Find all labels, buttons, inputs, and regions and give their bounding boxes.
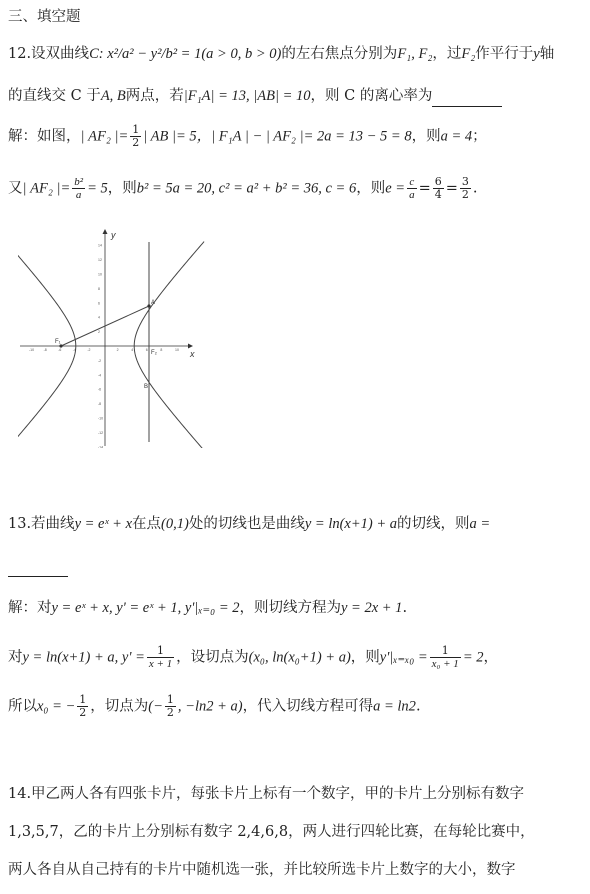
label-a: A xyxy=(151,300,156,306)
hyperbola-graph xyxy=(18,228,208,448)
q12-solution-line1 xyxy=(8,124,487,149)
math-expression: y'|ₓ₌ₓ₀ = xyxy=(379,649,428,666)
fraction-denominator: 4 xyxy=(434,188,442,201)
q13-text: 13.若曲线 xyxy=(8,516,75,532)
q12-y-axis: y xyxy=(533,46,540,62)
q13-text: 的切线，则 xyxy=(397,516,470,532)
math-expression: , −ln2 + a) xyxy=(177,698,243,715)
x-tick-label: -10 xyxy=(29,348,35,352)
text: 又 xyxy=(8,180,23,197)
text: ，则 xyxy=(107,180,137,197)
fraction-numerator: 1 xyxy=(79,693,87,706)
fraction-numerator: 1 xyxy=(430,645,461,658)
x-tick-label: -4 xyxy=(72,348,76,352)
q12-text: 作平行于 xyxy=(475,46,534,62)
text: ，则 xyxy=(350,649,380,666)
y-tick-label: 4 xyxy=(98,315,100,320)
text: . xyxy=(472,180,478,197)
q14-line3: 两人各自从自己持有的卡片中随机选一张，并比较所选卡片上数字的大小，数字 xyxy=(8,862,516,878)
text: ，设切点为 xyxy=(176,649,249,666)
y-tick-label: -10 xyxy=(98,416,104,421)
x-tick-label: -2 xyxy=(87,348,91,352)
math-expression: = 5 xyxy=(87,180,108,197)
fraction-numerator: b² xyxy=(74,176,84,188)
q12-text: 两点，若 xyxy=(125,88,184,104)
section-title: 三、填空题 xyxy=(8,9,81,25)
fraction-denominator: a xyxy=(75,189,82,201)
text: . xyxy=(415,698,421,715)
q12-text: 12.设双曲线 xyxy=(8,46,90,62)
q12-condition: |F₁A| = 13, |AB| = 10 xyxy=(183,88,311,104)
text: ，则切线方程为 xyxy=(239,600,341,616)
y-tick-label: -8 xyxy=(98,402,102,407)
fraction xyxy=(433,176,444,201)
math-expression: a = ln2 xyxy=(373,698,416,715)
fraction-numerator: c xyxy=(407,176,417,189)
y-tick-label: -4 xyxy=(98,373,102,378)
math-expression: e = xyxy=(385,180,406,197)
y-tick-label: 2 xyxy=(98,330,100,335)
x-tick-label: 2 xyxy=(116,348,119,352)
label-b: B xyxy=(144,384,149,390)
math-expression: a = xyxy=(469,516,491,532)
fraction xyxy=(77,694,88,719)
q13-line1 xyxy=(8,514,490,534)
q13-solution-line3 xyxy=(8,694,421,719)
q12-hyperbola-equation: C: x²/a² − y²/b² = 1(a > 0, b > 0) xyxy=(89,46,282,62)
x-tick-label: 10 xyxy=(175,348,179,352)
math-expression: (− xyxy=(148,698,163,715)
hyperbola-right-branch xyxy=(134,242,204,448)
q12-text: 的直线交 C 于 xyxy=(8,88,101,104)
q14-line1: 14.甲乙两人各有四张卡片，每张卡片上标有一个数字，甲的卡片上分别标有数字 xyxy=(8,786,525,802)
math-expression: y = ln(x+1) + a xyxy=(304,516,398,532)
fraction-denominator: x + 1 xyxy=(148,658,173,670)
q13-solution-line2 xyxy=(8,645,498,670)
y-tick-label: 10 xyxy=(98,272,102,277)
text: ，则 xyxy=(411,128,441,145)
fraction xyxy=(460,176,471,201)
y-tick-label: 8 xyxy=(98,286,100,291)
fraction-numerator: 6 xyxy=(434,175,442,188)
math-expression: = 2 xyxy=(462,649,484,666)
fraction xyxy=(165,694,176,719)
y-tick-label: -14 xyxy=(98,445,104,448)
label-f2: F₂ xyxy=(151,350,157,356)
math-expression: (0,1) xyxy=(161,516,189,532)
q12-solution-line2: 又| AF₂ |= $\frac{\text{b²}}{a}$ = 5，则b² = 5a = 20, c² = a² + b² = 36, c = 6，则e = $\frac{c}{a}$ = $\frac{6}{4}$ = $\frac{3}{2}$ . xyxy=(8,175,478,201)
q12-text: 的左右焦点分别为 xyxy=(281,46,398,62)
math-expression: y = 2x + 1 xyxy=(340,600,403,616)
q12-text: ，则 C 的离心率为 xyxy=(310,88,433,104)
math-expression: | AB |= 5， xyxy=(143,128,212,145)
q13-text: 处的切线也是曲线 xyxy=(188,516,305,532)
fraction xyxy=(407,176,417,201)
y-axis-label: y xyxy=(111,230,116,240)
fraction-denominator: 2 xyxy=(132,136,140,149)
text: ，切点为 xyxy=(90,698,149,715)
fraction xyxy=(72,176,85,201)
q12-answer-blank xyxy=(432,86,502,107)
fraction xyxy=(130,124,141,149)
x-axis-arrow xyxy=(188,344,193,349)
x-tick-label: 8 xyxy=(160,348,163,352)
fraction-denominator: 2 xyxy=(166,706,174,719)
q13-text: 在点 xyxy=(132,516,162,532)
y-axis-arrow xyxy=(103,229,108,234)
fraction-denominator: x₀ + 1 xyxy=(431,658,459,670)
q13-solution-line1 xyxy=(8,598,407,618)
label-f1: F₁ xyxy=(55,339,61,345)
fraction-numerator: 1 xyxy=(147,645,174,658)
math-expression: | AF₂ |= xyxy=(80,128,129,145)
q13-answer-blank-line xyxy=(8,556,68,577)
text: ； xyxy=(472,128,487,145)
fraction xyxy=(430,645,461,670)
fraction-denominator: 2 xyxy=(461,188,469,201)
x-tick-label: 4 xyxy=(131,348,134,352)
math-expression: x₀ = − xyxy=(37,698,76,715)
math-expression: | F₁A | − | AF₂ |= 2a = 13 − 5 = 8 xyxy=(211,128,412,145)
math-expression: y = ln(x+1) + a, y' = xyxy=(22,649,145,666)
text: 对 xyxy=(8,649,23,666)
q12-line2 xyxy=(8,86,502,107)
hyperbola-left-branch xyxy=(18,242,76,448)
text: ， xyxy=(483,649,498,666)
q12-text: ，过 xyxy=(432,46,462,62)
text: ，则 xyxy=(356,180,386,197)
fraction-numerator: 1 xyxy=(166,693,174,706)
q12-text: 轴 xyxy=(539,46,555,62)
fraction xyxy=(147,645,174,670)
q12-points: A, B xyxy=(100,88,126,104)
math-expression: | AF₂ |= xyxy=(22,180,71,197)
x-tick-label: -6 xyxy=(58,348,62,352)
math-expression: b² = 5a = 20, c² = a² + b² = 36, c = 6 xyxy=(136,180,357,197)
text: 所以 xyxy=(8,698,37,715)
fraction-numerator: 3 xyxy=(461,175,469,188)
math-expression: y = eˣ + x xyxy=(74,516,133,532)
y-tick-label: 12 xyxy=(98,258,102,263)
text: . xyxy=(402,600,408,616)
y-tick-label: -6 xyxy=(98,387,102,392)
q14-line2: 1,3,5,7，乙的卡片上分别标有数字 2,4,6,8，两人进行四轮比赛，在每轮比赛中， xyxy=(8,824,535,840)
q12-foci: F₁, F₂ xyxy=(397,46,433,62)
y-tick-label: 14 xyxy=(98,243,102,248)
q13-answer-blank xyxy=(8,556,68,577)
text: ，代入切线方程可得 xyxy=(242,698,374,715)
x-tick-label: -8 xyxy=(43,348,47,352)
fraction-numerator: 1 xyxy=(132,123,140,136)
math-expression: y = eˣ + x, y' = eˣ + 1, y'|ₓ₌₀ = 2 xyxy=(51,600,240,616)
x-axis-label: x xyxy=(190,349,195,359)
math-expression: a = 4 xyxy=(440,128,473,145)
math-expression: (x₀, ln(x₀+1) + a) xyxy=(248,649,351,666)
y-tick-label: -2 xyxy=(98,358,102,363)
y-tick-label: 6 xyxy=(98,301,100,306)
q12-f2: F₂ xyxy=(461,46,476,62)
x-tick-label: 6 xyxy=(145,348,148,352)
y-tick-label: -12 xyxy=(98,430,104,435)
fraction-denominator: 2 xyxy=(79,706,87,719)
q12-line1 xyxy=(8,44,554,64)
solution-label: 解：如图， xyxy=(8,128,81,145)
fraction-denominator: a xyxy=(409,189,415,201)
solution-label: 解：对 xyxy=(8,600,52,616)
